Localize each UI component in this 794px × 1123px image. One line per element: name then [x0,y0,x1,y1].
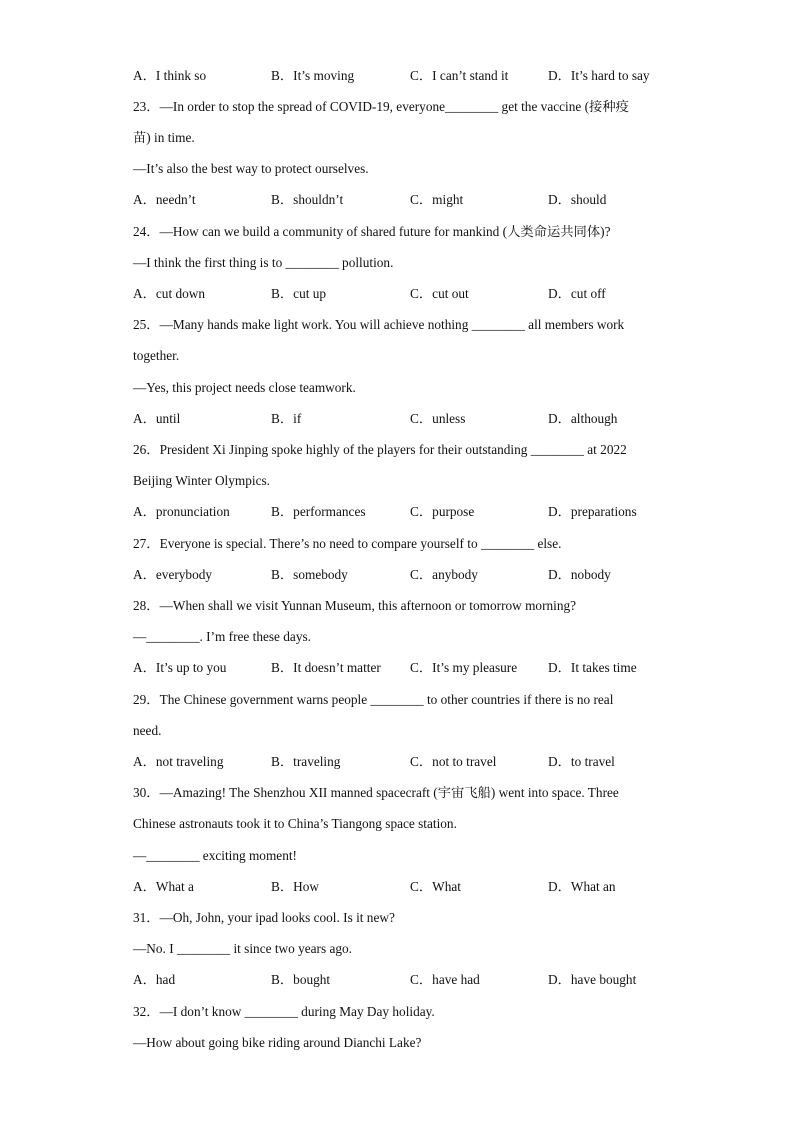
option-a: A．not traveling [133,754,224,769]
option-c: C．might [410,192,464,207]
q25-stem-cont: together. [133,348,180,363]
q26-options [133,502,693,522]
q28-options [133,658,693,678]
q30-reply: —________ exciting moment! [133,848,297,863]
option-d: D．What an [548,879,616,894]
option-c: C．anybody [410,567,478,582]
option-d: D．although [548,411,618,426]
option-b: B．somebody [271,567,348,582]
q27-stem: 27．Everyone is special. There’s no need to compare yourself to ________ else. [133,536,562,551]
option-a: A．What a [133,879,194,894]
option-c: C．It’s my pleasure [410,660,518,675]
q30-stem: 30．—Amazing! The Shenzhou XII manned spacecraft (宇宙飞船) went into space. Three [133,785,619,800]
option-a: A．needn’t [133,192,196,207]
q31-reply: —No. I ________ it since two years ago. [133,941,352,956]
option-c: C．purpose [410,504,475,519]
option-a: A．had [133,972,176,987]
option-a: A．cut down [133,286,206,301]
q30-stem-cont: Chinese astronauts took it to China’s Tiangong space station. [133,816,457,831]
q26-stem-cont: Beijing Winter Olympics. [133,473,270,488]
option-a: A．everybody [133,567,213,582]
option-b: B．traveling [271,754,341,769]
q32-stem: 32．—I don’t know ________ during May Day holiday. [133,1004,435,1019]
option-c: C．What [410,879,461,894]
option-d: D．cut off [548,286,606,301]
option-d: D．should [548,192,607,207]
option-d: D．to travel [548,754,615,769]
option-c: C．not to travel [410,754,497,769]
option-a: A．pronunciation [133,504,230,519]
option-d: D．It takes time [548,660,637,675]
q25-options [133,409,693,429]
q25-stem: 25．—Many hands make light work. You will achieve nothing ________ all members work [133,317,625,332]
q31-options [133,970,693,990]
q23-stem-cont: 苗) in time. [133,130,195,145]
q23-options [133,190,693,210]
option-a: A．It’s up to you [133,660,227,675]
option-d: D．nobody [548,567,611,582]
option-b: B．performances [271,504,366,519]
q30-options [133,877,693,897]
q24-stem: 24．—How can we build a community of shared future for mankind (人类命运共同体)? [133,224,611,239]
q27-options [133,565,693,585]
q29-stem: 29．The Chinese government warns people ________ to other countries if there is no real [133,692,614,707]
q24-options [133,284,693,304]
option-d: D．It’s hard to say [548,68,650,83]
q23-reply: —It’s also the best way to protect ourselves. [133,161,369,176]
option-b: B．How [271,879,320,894]
q25-reply: —Yes, this project needs close teamwork. [133,380,356,395]
q26-stem: 26．President Xi Jinping spoke highly of the players for their outstanding ________ at 2022 [133,442,627,457]
option-b: B．bought [271,972,331,987]
option-b: B．It doesn’t matter [271,660,381,675]
q23-stem: 23．—In order to stop the spread of COVID-19, everyone________ get the vaccine (接种疫 [133,99,629,114]
q22-options [133,66,693,86]
option-b: B．if [271,411,302,426]
q31-stem: 31．—Oh, John, your ipad looks cool. Is it new? [133,910,395,925]
option-a: A．until [133,411,181,426]
option-b: B．cut up [271,286,327,301]
option-d: D．have bought [548,972,637,987]
option-d: D．preparations [548,504,637,519]
option-b: B．shouldn’t [271,192,344,207]
option-c: C．cut out [410,286,469,301]
option-c: C．I can’t stand it [410,68,509,83]
option-c: C．have had [410,972,480,987]
q28-reply: —________. I’m free these days. [133,629,311,644]
option-a: A．I think so [133,68,207,83]
option-b: B．It’s moving [271,68,355,83]
option-c: C．unless [410,411,466,426]
q28-stem: 28．—When shall we visit Yunnan Museum, this afternoon or tomorrow morning? [133,598,577,613]
q29-options [133,752,693,772]
q24-reply: —I think the first thing is to ________ pollution. [133,255,394,270]
q32-reply: —How about going bike riding around Dianchi Lake? [133,1035,422,1050]
q29-stem-cont: need. [133,723,162,738]
